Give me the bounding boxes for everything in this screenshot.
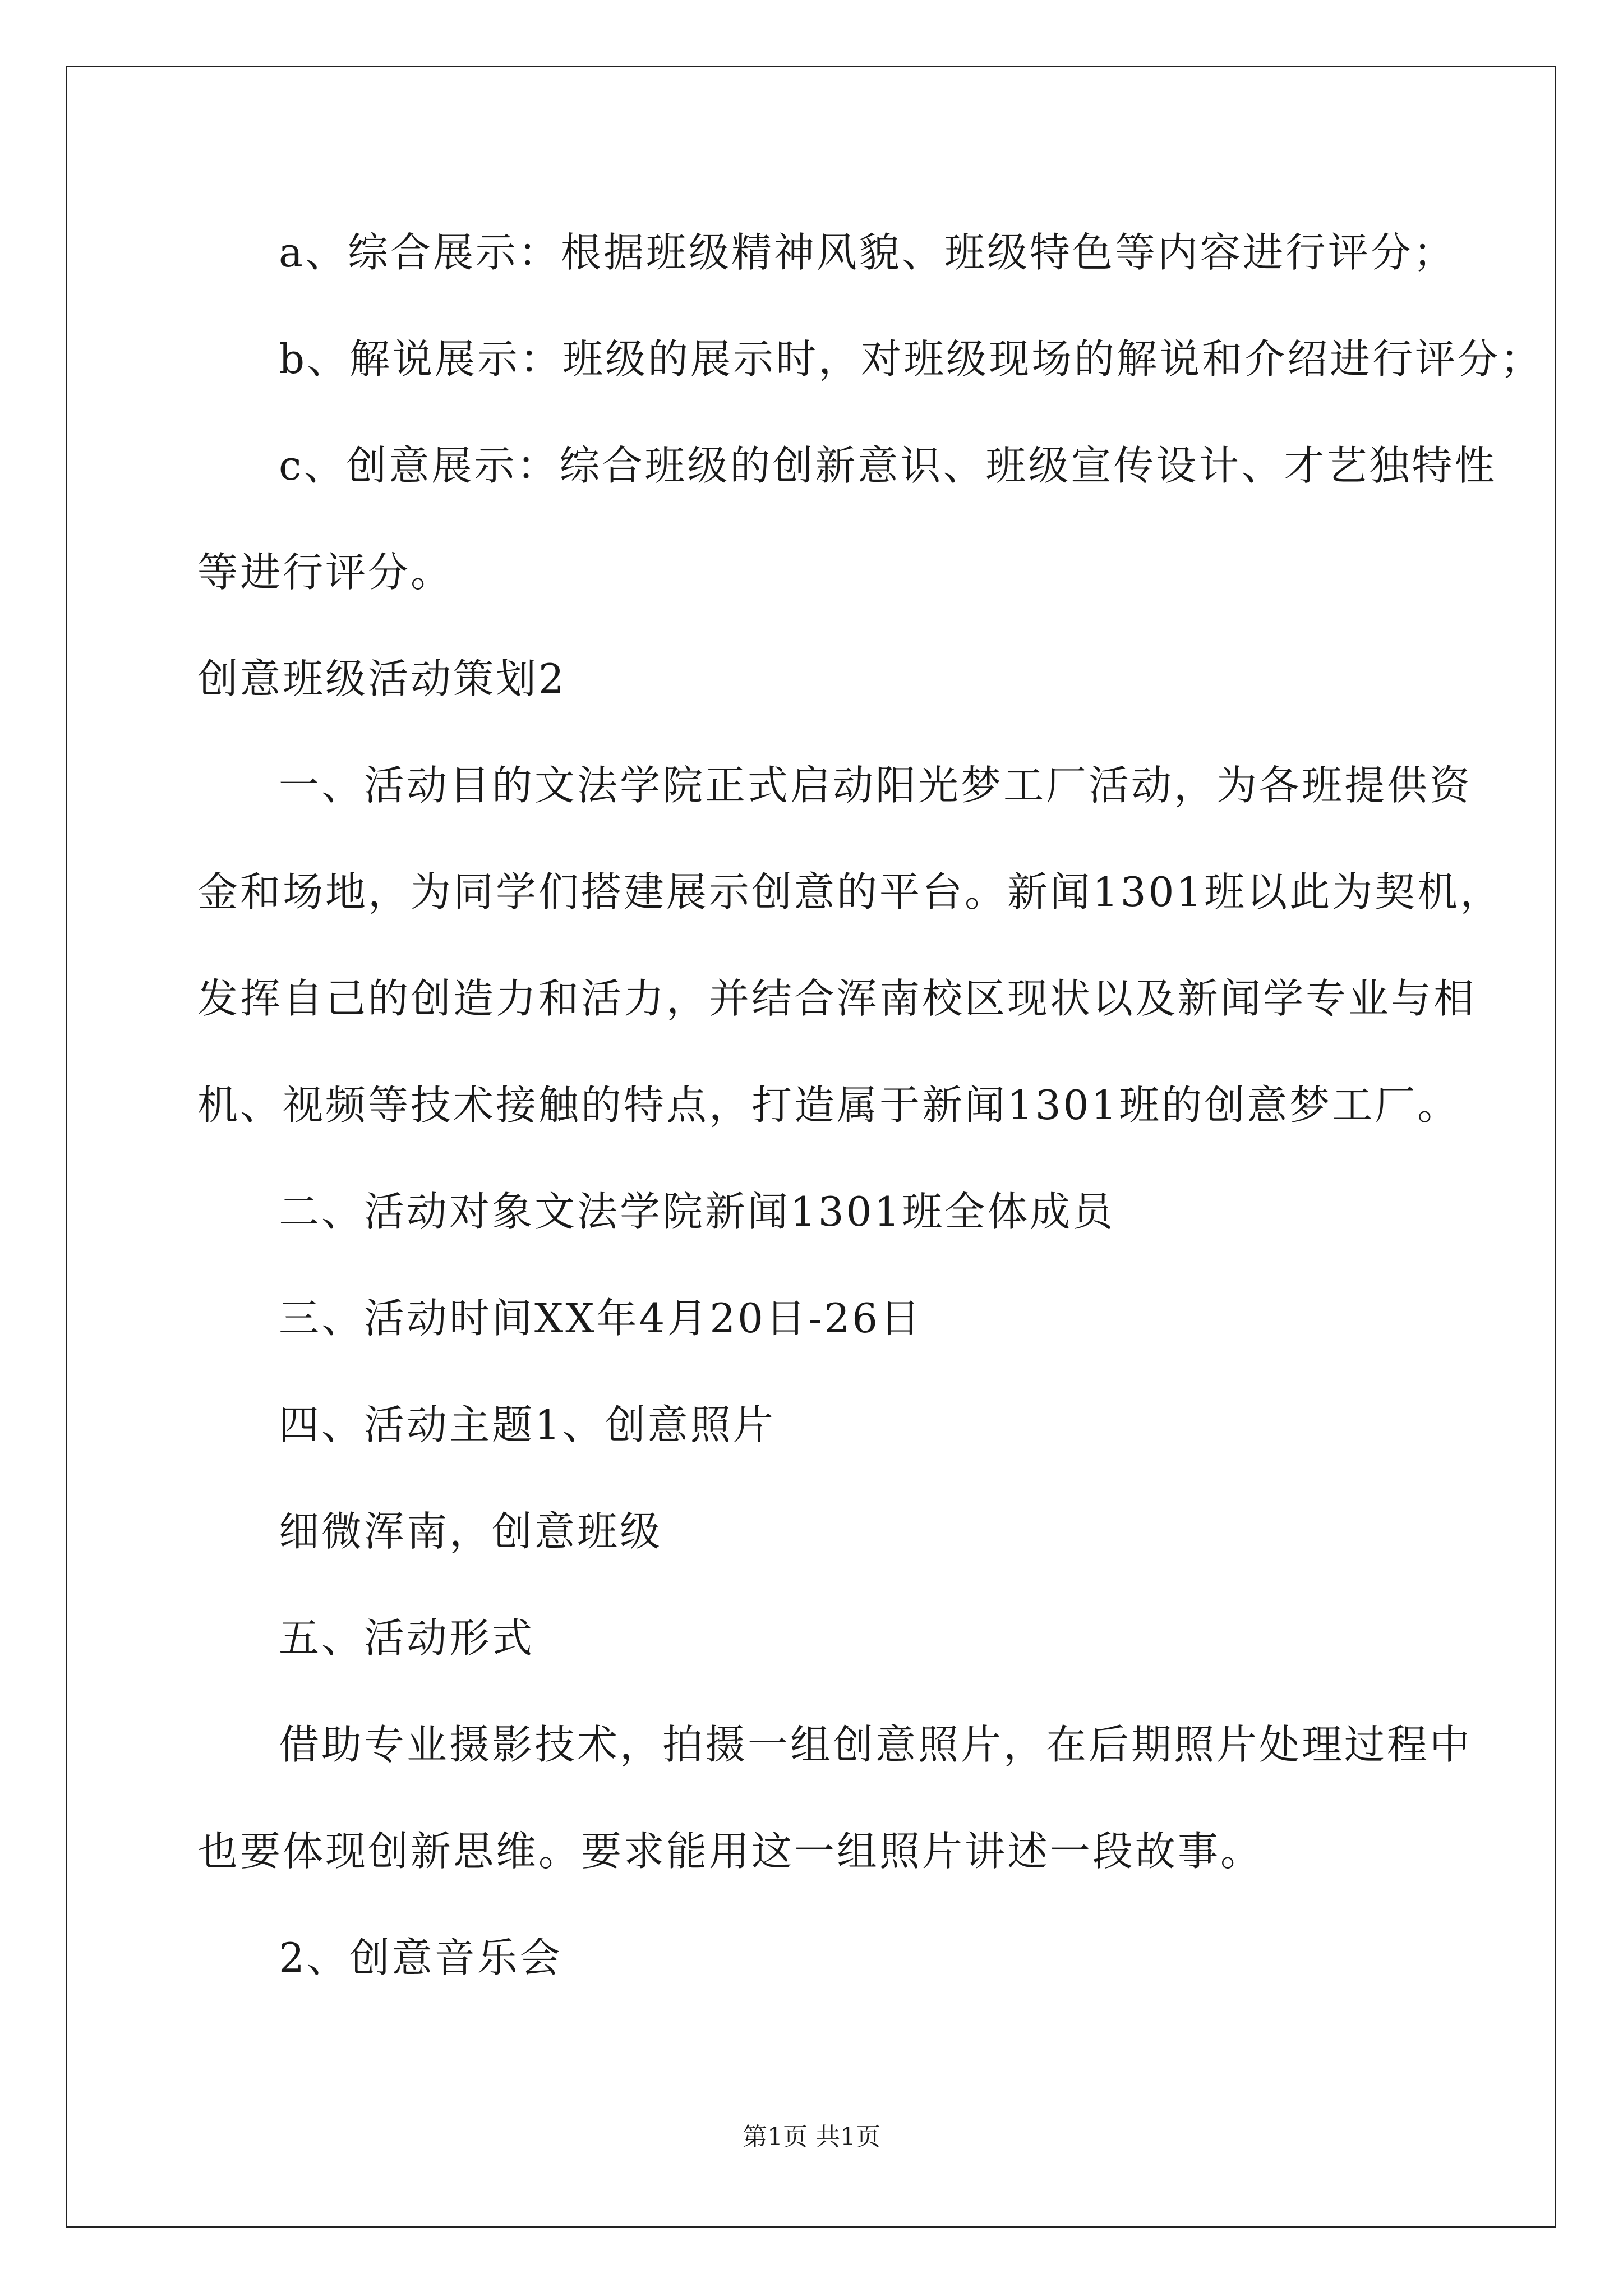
text-line-purpose-2: 金和场地，为同学们搭建展示创意的平台。新闻1301班以此为契机， xyxy=(197,868,1503,915)
section-heading: 创意班级活动策划2 xyxy=(197,655,566,702)
text-line-slogan: 细微浑南，创意班级 xyxy=(279,1508,663,1555)
text-line-format-1: 借助专业摄影技术，拍摄一组创意照片，在后期照片处理过程中 xyxy=(279,1721,1473,1768)
text-line-format-heading: 五、活动形式 xyxy=(279,1614,535,1662)
text-line-theme: 四、活动主题1、创意照片 xyxy=(279,1401,776,1448)
text-line-format-2: 也要体现创新思维。要求能用这一组照片讲述一段故事。 xyxy=(197,1828,1264,1875)
text-line-c-creative: c、创意展示：综合班级的创新意识、班级宣传设计、才艺独特性 xyxy=(279,442,1497,489)
text-line-c-continued: 等进行评分。 xyxy=(197,549,454,596)
text-line-purpose-3: 发挥自己的创造力和活力，并结合浑南校区现状以及新闻学专业与相 xyxy=(197,975,1477,1022)
text-line-target: 二、活动对象文法学院新闻1301班全体成员 xyxy=(279,1188,1115,1235)
page-footer: 第1页 共1页 xyxy=(743,2123,880,2151)
text-line-purpose-1: 一、活动目的文法学院正式启动阳光梦工厂活动，为各班提供资 xyxy=(279,762,1473,809)
text-line-time: 三、活动时间XX年4月20日-26日 xyxy=(279,1295,923,1342)
page-border xyxy=(66,66,1556,2228)
text-line-concert: 2、创意音乐会 xyxy=(279,1934,562,1981)
text-line-purpose-4: 机、视频等技术接触的特点，打造属于新闻1301班的创意梦工厂。 xyxy=(197,1082,1460,1129)
text-line-a-composite: a、综合展示：根据班级精神风貌、班级特色等内容进行评分； xyxy=(279,229,1456,276)
text-line-b-commentary: b、解说展示：班级的展示时，对班级现场的解说和介绍进行评分； xyxy=(279,335,1543,383)
